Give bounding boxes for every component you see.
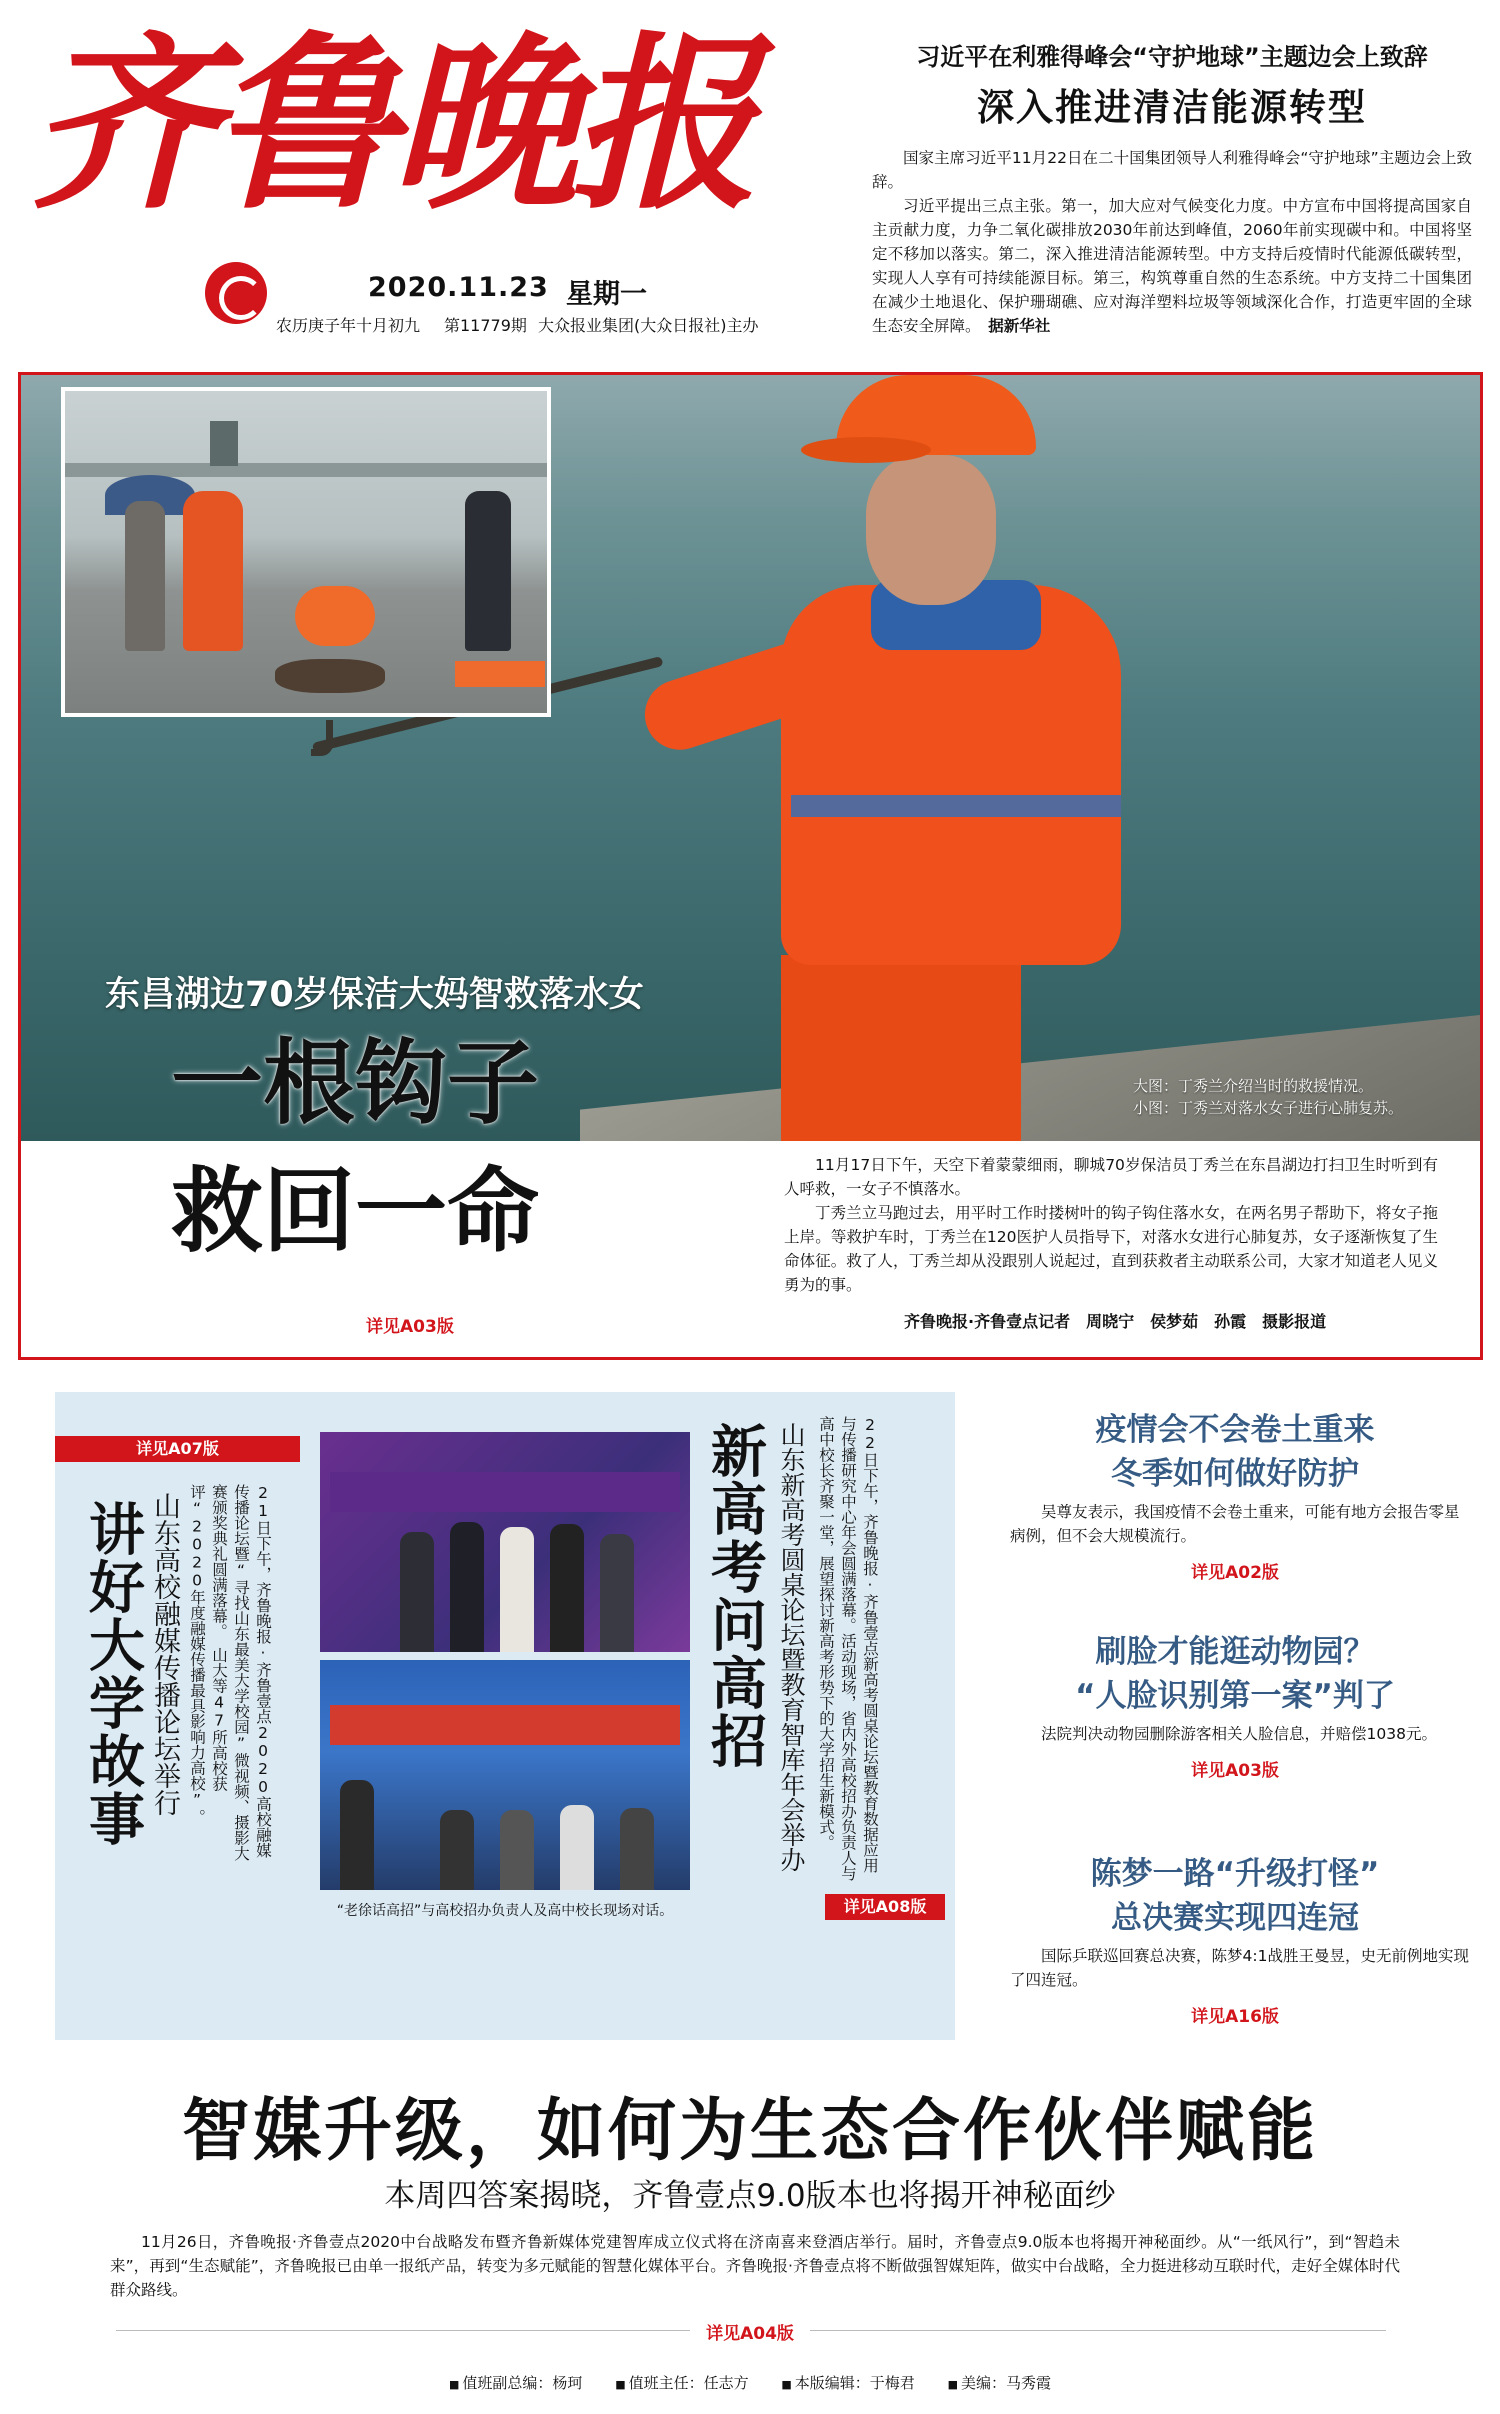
person-figure bbox=[500, 1810, 534, 1890]
publisher-line: 大众报业集团(大众日报社)主办 bbox=[538, 316, 759, 335]
brief-body: 法院判决动物园删除游客相关人脸信息，并赔偿1038元。 bbox=[1041, 1725, 1437, 1743]
art-editor: ■ 美编：马秀霞 bbox=[948, 2374, 1051, 2392]
person-figure bbox=[440, 1810, 474, 1890]
brief-title[interactable]: 陈梦一路“升级打怪” bbox=[1090, 1856, 1380, 1892]
lunar-date: 农历庚子年十月初九 bbox=[276, 316, 421, 335]
issue-number: 第11779期 bbox=[444, 316, 527, 335]
worker-face bbox=[866, 455, 996, 605]
brief-title[interactable]: 冬季如何做好防护 bbox=[1111, 1456, 1359, 1492]
forum-title-left[interactable]: 讲好大学故事 bbox=[80, 1500, 145, 1848]
editor-credits bbox=[0, 2372, 1500, 2393]
brief-title[interactable]: 总决赛实现四连冠 bbox=[1111, 1900, 1359, 1936]
person-figure bbox=[400, 1532, 434, 1652]
feature-paragraph: 11月17日下午，天空下着蒙蒙细雨，聊城70岁保洁员丁秀兰在东昌湖边打扫卫生时听到有人呼救，一女子不慎落水。 bbox=[784, 1156, 1438, 1198]
bottom-body: 11月26日，齐鲁晚报·齐鲁壹点2020中台战略发布暨齐鲁新媒体党建智库成立仪式将在济南喜来登酒店举行。届时，齐鲁壹点9.0版本也将揭开神秘面纱。从“一纸风行”，到“智趋未来”，再到“生态赋能”，齐鲁晚报已由单一报纸产品，转变为多元赋能的智慧化媒体平台。齐鲁晚报·齐鲁壹点将不断做强智媒矩阵，做实中台战略，全力挺进移动互联时代，走好全媒体时代群众路线。 bbox=[110, 2233, 1400, 2299]
brief-title[interactable]: 疫情会不会卷土重来 bbox=[1095, 1412, 1375, 1448]
feature-body bbox=[784, 1153, 1438, 1297]
person-figure bbox=[450, 1522, 484, 1652]
see-page-link[interactable]: 详见A16版 bbox=[1191, 2007, 1279, 2027]
see-page-link[interactable]: 详见A07版 bbox=[55, 1436, 300, 1462]
feature-story bbox=[18, 372, 1483, 1360]
pavilion bbox=[210, 421, 238, 466]
bottom-ref-row bbox=[0, 2319, 1500, 2344]
person-figure bbox=[600, 1534, 634, 1652]
publication-date: 2020.11.23 bbox=[368, 272, 549, 303]
lead-paragraph-text: 习近平提出三点主张。第一，加大应对气候变化力度。中方宣布中国将提高国家自主贡献力度，力争二氧化碳排放2030年前达到峰值，2060年前实现碳中和。中国将坚定不移加以落实。第二，深入推进清洁能源转型。中方支持后疫情时代能源低碳转型，实现人人享有可持续能源目标。第三，构筑尊重自然的生态系统。中方支持二十国集团在减少土地退化、保护珊瑚礁、应对海洋塑料垃圾等领域深化合作，打造更牢固的全球生态安全屏障。 bbox=[872, 197, 1472, 335]
reflective-stripe bbox=[791, 795, 1121, 817]
bystander bbox=[125, 501, 165, 651]
see-page-link[interactable]: 详见A03版 bbox=[1191, 1761, 1279, 1781]
brief-title[interactable]: 刷脸才能逛动物园？ bbox=[1095, 1634, 1375, 1670]
person-figure bbox=[560, 1805, 594, 1890]
lead-kicker: 习近平在利雅得峰会“守护地球”主题边会上致辞 bbox=[916, 43, 1428, 71]
caption-line: 大图：丁秀兰介绍当时的救援情况。 bbox=[1133, 1077, 1374, 1095]
forum-body-right: 22日下午，齐鲁晚报·齐鲁壹点新高考圆桌论坛暨教育数据应用与传播研究中心年会圆满落幕。活动现场，省内外高校招办负责人与高中校长齐聚一堂，展望探讨新高考形势下的大学招生新模式。 bbox=[817, 1416, 879, 1881]
duty-director: ■ 值班主任：任志方 bbox=[615, 2374, 748, 2392]
stage-banner bbox=[330, 1705, 680, 1745]
worker-kneeling bbox=[295, 586, 375, 646]
page-editor: ■ 本版编辑：于梅君 bbox=[781, 2374, 914, 2392]
person-figure bbox=[620, 1808, 654, 1890]
person-figure bbox=[550, 1524, 584, 1652]
forum-subtitle-right: 山东新高考圆桌论坛暨教育智库年会举办 bbox=[777, 1422, 806, 1872]
feature-paragraph: 丁秀兰立马跑过去，用平时工作时搂树叶的钩子钩住落水女，在两名男子帮助下，将女子拖上岸。等救护车时，丁秀兰在120医护人员指导下，对落水女进行心肺复苏，女子逐渐恢复了生命体征。救了人，丁秀兰却从没跟别人说起过，直到获救者主动联系公司，大家才知道老人见义勇为的事。 bbox=[784, 1204, 1438, 1294]
inset-photo[interactable] bbox=[61, 387, 551, 717]
forum-panel bbox=[55, 1392, 955, 2040]
forum-body-left: 21日下午，齐鲁晚报·齐鲁壹点2020高校融媒传播论坛暨“寻找山东最美大学校园”微视频、摄影大赛颁奖典礼圆满落幕。 山大等47所高校获评“2020年度融媒传播最具影响力高校”。 bbox=[188, 1484, 272, 1861]
photo-caption bbox=[1133, 1075, 1403, 1119]
life-vest bbox=[455, 661, 545, 687]
brief-body: 国际乒联巡回赛总决赛，陈梦4:1战胜王曼昱，史无前例地实现了四连冠。 bbox=[1010, 1947, 1469, 1989]
logo-emblem-icon bbox=[205, 262, 267, 324]
brief-item bbox=[1000, 1852, 1470, 2027]
forum-award-photo[interactable] bbox=[320, 1432, 690, 1652]
worker-pants bbox=[781, 955, 1021, 1141]
publication-weekday: 星期一 bbox=[566, 279, 647, 310]
brief-title[interactable]: “人脸识别第一案”判了 bbox=[1075, 1678, 1395, 1714]
deputy-chief-editor: ■ 值班副总编：杨珂 bbox=[449, 2374, 582, 2392]
forum-title-right[interactable]: 新高考问高招 bbox=[702, 1422, 767, 1770]
lead-title[interactable]: 深入推进清洁能源转型 bbox=[977, 86, 1367, 129]
headline-line-1: 一根钩子 bbox=[171, 1030, 540, 1137]
hook-end bbox=[311, 720, 333, 756]
forum-photo-caption: “老徐话高招”与高校招办负责人及高中校长现场对话。 bbox=[336, 1903, 674, 1919]
masthead bbox=[0, 0, 1500, 350]
feature-kicker: 东昌湖边70岁保洁大妈智救落水女 bbox=[105, 975, 644, 1015]
caption-line: 小图：丁秀兰对落水女子进行心肺复苏。 bbox=[1133, 1099, 1404, 1117]
lead-paragraph: 国家主席习近平11月22日在二十国集团领导人利雅得峰会“守护地球”主题边会上致辞。 bbox=[872, 149, 1472, 191]
stage-banner bbox=[330, 1472, 680, 1512]
lead-story bbox=[872, 40, 1472, 338]
brief-body: 吴尊友表示，我国疫情不会卷土重来，可能有地方会报告零星病例，但不会大规模流行。 bbox=[1010, 1503, 1460, 1545]
see-page-link[interactable]: 详见A02版 bbox=[1191, 1563, 1279, 1583]
person-figure bbox=[500, 1527, 534, 1652]
forum-subtitle-left: 山东高校融媒传播论坛举行 bbox=[149, 1492, 180, 1816]
person-figure bbox=[340, 1780, 374, 1890]
forum-roundtable-photo[interactable] bbox=[320, 1660, 690, 1890]
see-page-link[interactable]: 详见A03版 bbox=[366, 1317, 454, 1337]
byline: 齐鲁晚报·齐鲁壹点记者 周晓宁 侯梦茹 孙霞 摄影报道 bbox=[904, 1312, 1327, 1331]
brief-item bbox=[1000, 1630, 1470, 1781]
rescued-woman bbox=[275, 659, 385, 693]
bottom-subtitle: 本周四答案揭晓，齐鲁壹点9.0版本也将揭开神秘面纱 bbox=[384, 2178, 1116, 2214]
bottom-title[interactable]: 智媒升级，如何为生态合作伙伴赋能 bbox=[181, 2092, 1318, 2171]
brief-item bbox=[1000, 1408, 1470, 1583]
feature-headline[interactable] bbox=[171, 1020, 539, 1276]
lead-body bbox=[872, 146, 1472, 338]
newspaper-logo: 齐鲁晚报 bbox=[30, 14, 750, 235]
see-page-link[interactable]: 详见A08版 bbox=[825, 1894, 945, 1920]
bystander bbox=[465, 491, 511, 651]
lead-paragraph bbox=[872, 194, 1472, 338]
lead-source: 据新华社 bbox=[988, 317, 1051, 335]
rescuer bbox=[183, 491, 243, 651]
see-page-link[interactable]: 详见A04版 bbox=[690, 2324, 810, 2344]
headline-line-2: 救回一命 bbox=[171, 1158, 540, 1265]
cap-brim bbox=[801, 437, 931, 463]
